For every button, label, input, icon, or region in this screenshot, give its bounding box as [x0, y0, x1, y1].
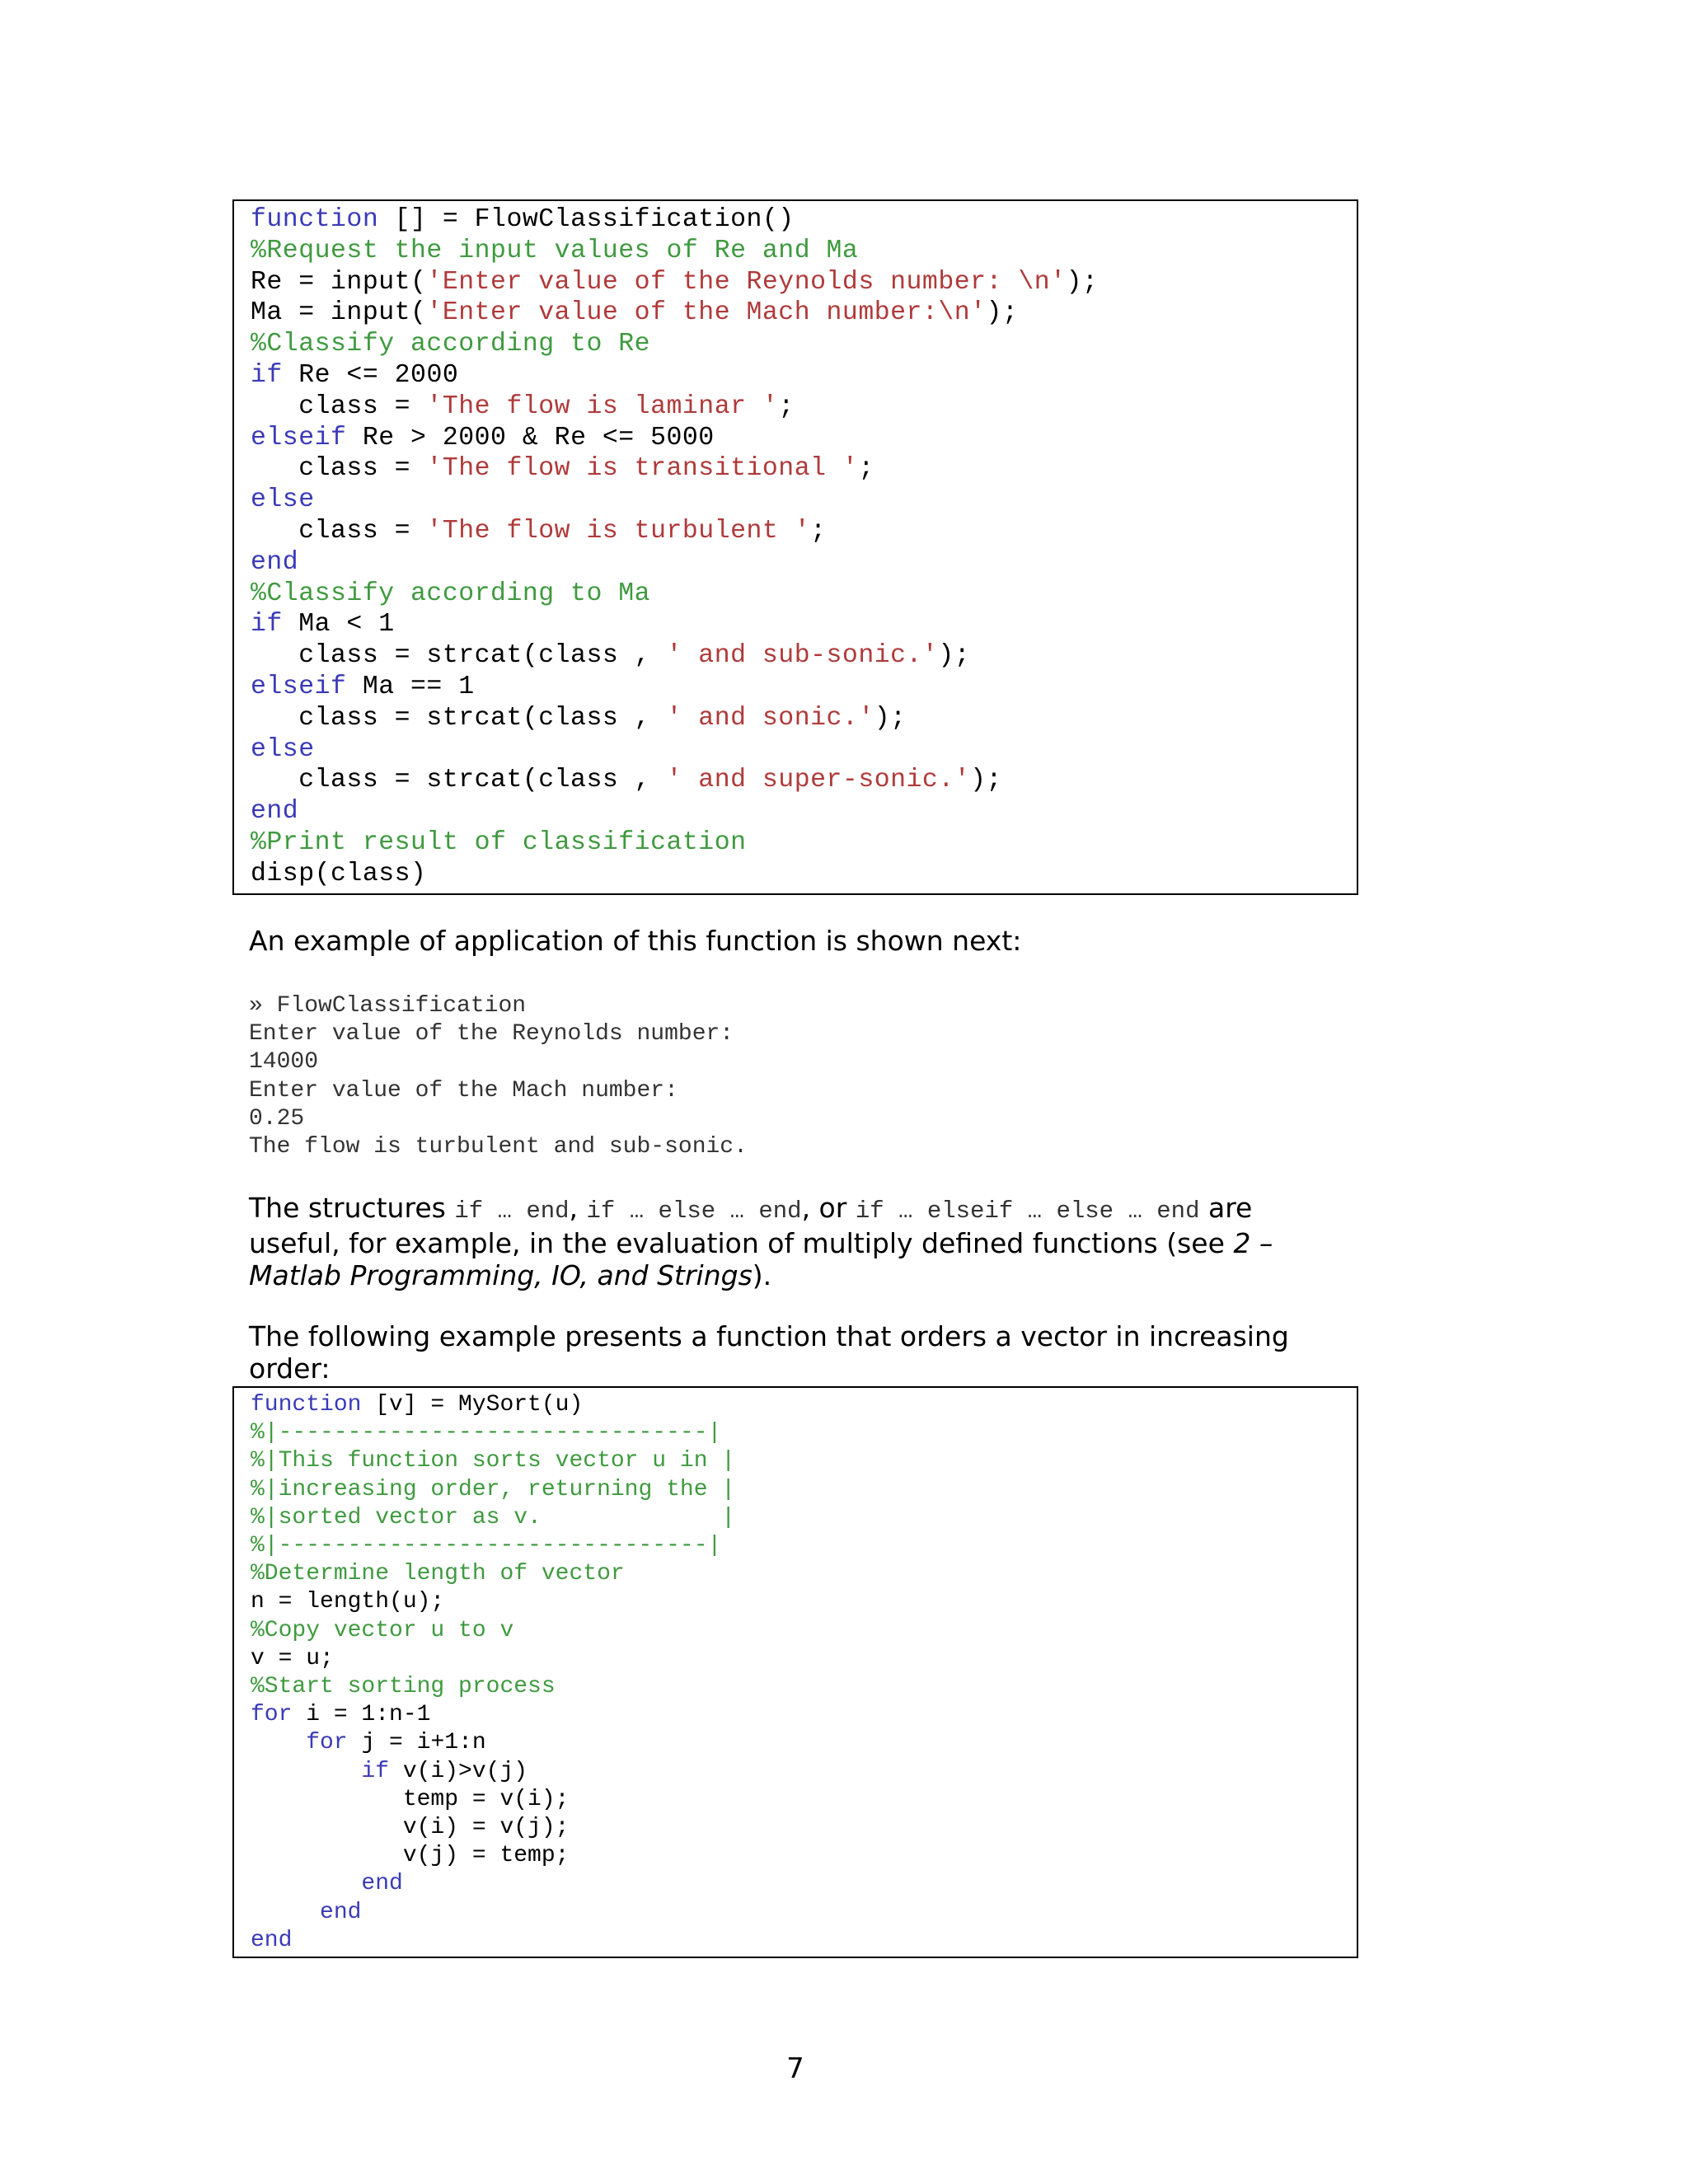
- inline-code: if … else … end: [586, 1197, 802, 1225]
- code-token: %|increasing order, returning the |: [251, 1476, 736, 1502]
- console-line: Enter value of the Reynolds number:: [249, 1021, 734, 1047]
- code-line: [251, 453, 1340, 485]
- code-line: [251, 267, 1340, 298]
- code-token: %Determine length of vector: [251, 1561, 625, 1587]
- code-token: elseif: [251, 672, 347, 701]
- code-token: if: [251, 610, 283, 640]
- code-token: );: [874, 703, 907, 733]
- code-token: class = strcat(class ,: [251, 641, 667, 671]
- code-token: Re <= 2000: [282, 360, 459, 390]
- code-token: for: [306, 1730, 348, 1756]
- code-token: %Print result of classification: [251, 827, 747, 857]
- code-line: [251, 1842, 1340, 1870]
- code-token: j = i+1:n: [347, 1730, 486, 1756]
- code-token: temp = v(i);: [251, 1786, 570, 1812]
- text-run: are useful, for example, in the evaluation of multiply defined functions (see: [249, 1192, 1253, 1259]
- code-token: %Start sorting process: [251, 1674, 556, 1700]
- sort-intro-text: The following example presents a function that orders a vector in increasing order:: [249, 1320, 1289, 1385]
- code-token: function: [251, 205, 379, 234]
- code-token: [251, 1730, 306, 1755]
- code-line: [251, 1447, 1340, 1475]
- code-token: Ma == 1: [346, 672, 475, 701]
- code-line: [251, 1560, 1340, 1588]
- code-line: [251, 1814, 1340, 1842]
- code-line: [251, 703, 1340, 734]
- code-line: [251, 1758, 1340, 1786]
- code-token: %|sorted vector as v. |: [251, 1504, 736, 1530]
- code-line: [251, 391, 1340, 423]
- code-line: [251, 360, 1340, 391]
- code-line: [251, 1645, 1340, 1673]
- code-token: %Copy vector u to v: [251, 1617, 514, 1643]
- code-token: else: [251, 734, 315, 764]
- text-run: ).: [752, 1259, 772, 1291]
- code-token: class =: [251, 516, 427, 546]
- code-line: [251, 236, 1340, 267]
- structures-paragraph: [249, 1192, 1337, 1291]
- code-token: class = strcat(class ,: [251, 766, 667, 795]
- code-token: %|-------------------------------|: [251, 1533, 722, 1559]
- code-token: 'The flow is laminar ': [426, 391, 779, 421]
- code-line: [251, 796, 1340, 827]
- code-token: ;: [778, 391, 795, 421]
- code-token: class = strcat(class ,: [251, 703, 667, 733]
- example-intro-text: An example of application of this function is shown next:: [249, 925, 1022, 957]
- code-token: ' and sonic.': [666, 703, 874, 733]
- code-line: [251, 423, 1340, 454]
- code-line: [251, 1588, 1340, 1616]
- code-token: v(j) = temp;: [251, 1843, 570, 1869]
- code-token: [] = FlowClassification(): [378, 205, 795, 234]
- code-line: [251, 547, 1340, 579]
- code-token: class =: [251, 391, 427, 421]
- code-token: ' and super-sonic.': [666, 766, 971, 795]
- code-token: %|This function sorts vector u in |: [251, 1448, 736, 1474]
- code-line: [251, 1786, 1340, 1814]
- code-token: end: [251, 547, 299, 577]
- code-line: [251, 1927, 1340, 1955]
- code-token: Re = input(: [251, 267, 427, 297]
- code-token: elseif: [251, 423, 347, 452]
- code-line: [251, 1391, 1340, 1419]
- code-token: 'Enter value of the Reynolds number: \n': [426, 267, 1067, 297]
- code-line: [251, 1419, 1340, 1447]
- inline-code: if … elseif … else … end: [855, 1197, 1200, 1225]
- inline-code: if … end: [454, 1197, 570, 1225]
- code-block-mysort: [232, 1386, 1358, 1958]
- code-token: if: [251, 360, 283, 390]
- code-token: %Request the input values of Re and Ma: [251, 236, 859, 265]
- code-line: [251, 1504, 1340, 1532]
- page-number: 7: [786, 2052, 804, 2085]
- code-token: else: [251, 485, 315, 515]
- code-token: [v] = MySort(u): [361, 1392, 584, 1418]
- code-line: [251, 204, 1340, 236]
- code-line: [251, 1701, 1340, 1729]
- code-line: [251, 765, 1340, 796]
- console-line: » FlowClassification: [249, 993, 527, 1019]
- code-token: end: [251, 1927, 293, 1953]
- code-line: [251, 859, 1340, 890]
- code-line: [251, 485, 1340, 516]
- code-token: n = length(u);: [251, 1589, 445, 1615]
- code-token: ;: [858, 454, 874, 484]
- code-token: );: [970, 766, 1002, 795]
- code-line: [251, 1870, 1340, 1898]
- code-line: [251, 609, 1340, 640]
- code-token: ' and sub-sonic.': [666, 641, 939, 671]
- code-line: [251, 579, 1340, 610]
- text-run: ,: [569, 1192, 587, 1224]
- console-line: The flow is turbulent and sub-sonic.: [249, 1134, 748, 1160]
- code-line: [251, 298, 1340, 329]
- code-token: 'The flow is transitional ': [426, 454, 859, 484]
- console-line: 0.25: [249, 1105, 305, 1132]
- code-line: [251, 1532, 1340, 1560]
- code-token: i = 1:n-1: [292, 1702, 431, 1728]
- code-token: v(i) = v(j);: [251, 1815, 570, 1841]
- code-line: [251, 734, 1340, 766]
- code-token: [251, 1759, 361, 1784]
- code-line: [251, 1673, 1340, 1701]
- code-line: [251, 827, 1340, 859]
- code-token: Re > 2000 & Re <= 5000: [346, 423, 715, 452]
- code-block-flow-classification: [232, 199, 1358, 895]
- code-line: [251, 640, 1340, 672]
- code-token: 'The flow is turbulent ': [426, 516, 811, 546]
- code-token: ;: [810, 516, 827, 546]
- text-run: The structures: [249, 1192, 455, 1224]
- code-token: [251, 1871, 361, 1896]
- code-token: 'Enter value of the Mach number:\n': [426, 298, 987, 328]
- code-token: v(i)>v(j): [389, 1758, 528, 1784]
- code-token: );: [1066, 267, 1099, 297]
- code-token: end: [320, 1899, 362, 1925]
- code-token: end: [361, 1871, 403, 1897]
- code-token: [251, 1900, 320, 1925]
- code-line: [251, 1729, 1340, 1757]
- code-line: [251, 1617, 1340, 1645]
- code-token: %Classify according to Ma: [251, 579, 651, 608]
- code-token: disp(class): [251, 859, 427, 888]
- code-token: Ma < 1: [282, 610, 395, 640]
- code-token: end: [251, 797, 299, 827]
- code-line: [251, 672, 1340, 703]
- code-token: v = u;: [251, 1645, 334, 1671]
- code-token: if: [361, 1758, 390, 1784]
- code-token: for: [251, 1702, 293, 1728]
- code-line: [251, 516, 1340, 547]
- italic-reference: 2 – Matlab Programming, IO, and Strings: [249, 1227, 1273, 1291]
- code-token: function: [251, 1392, 362, 1418]
- console-line: 14000: [249, 1049, 319, 1076]
- text-run: , or: [801, 1192, 856, 1224]
- code-token: );: [986, 298, 1019, 328]
- code-line: [251, 1899, 1340, 1927]
- console-line: Enter value of the Mach number:: [249, 1077, 678, 1104]
- code-line: [251, 329, 1340, 360]
- code-token: class =: [251, 454, 427, 484]
- code-token: Ma = input(: [251, 298, 427, 328]
- code-token: %|-------------------------------|: [251, 1420, 722, 1446]
- code-token: );: [938, 641, 971, 671]
- code-line: [251, 1476, 1340, 1504]
- code-token: %Classify according to Re: [251, 330, 651, 359]
- console-session: [249, 992, 748, 1161]
